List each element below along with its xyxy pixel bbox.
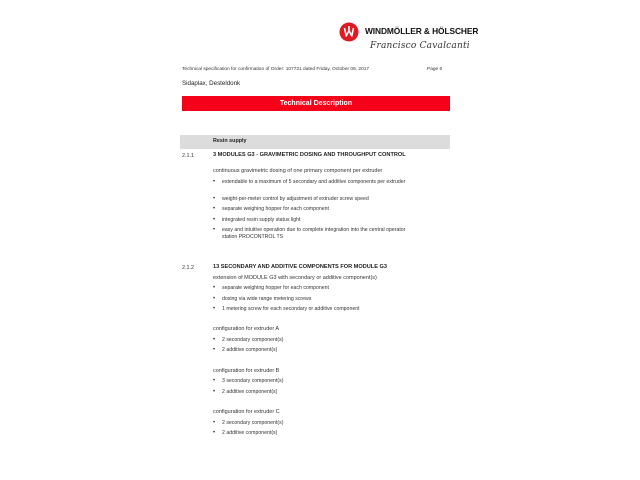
brand-name: WINDMÖLLER & HÖLSCHER: [365, 26, 479, 36]
customer-name: Sidaplax, Desteldonk: [182, 80, 241, 87]
list-item: • weight-per-meter control by adjustment of extruder screw speed: [222, 196, 414, 203]
list-item: • separate weighing hopper for each component: [222, 285, 414, 292]
item-number: 2.1.1: [182, 153, 194, 159]
wh-logo-icon: [339, 22, 359, 42]
item-heading: 3 MODULES G3 - GRAVIMETRIC DOSING AND THROUGHPUT CONTROL: [213, 152, 406, 158]
list-item: • 1 metering screw for each secondary or additive component: [222, 306, 414, 313]
page-title-banner: Technical Description: [182, 96, 450, 111]
list-item: • separate weighing hopper for each component: [222, 206, 414, 213]
item-heading: 13 SECONDARY AND ADDITIVE COMPONENTS FOR MODULE G3: [213, 264, 387, 270]
spec-line: Technical specification for confirmation of Order: 107721 dated Friday, October 06, 2017: [182, 67, 370, 72]
list-item: • dosing via wide range metering screws: [222, 296, 414, 303]
page-number: Page 6: [427, 67, 443, 72]
list-item: • 2 secondary component(s): [222, 337, 414, 344]
config-title: configuration for extruder A: [213, 326, 280, 332]
item-intro: extension of MODULE G3 with secondary or additive component(s): [213, 275, 377, 281]
list-item: • 3 secondary component(s): [222, 378, 414, 385]
config-title: configuration for extruder C: [213, 409, 280, 415]
representative-signature: Francisco Cavalcanti: [370, 41, 470, 51]
list-item: • 2 additive component(s): [222, 389, 414, 396]
section-label: Resin supply: [213, 138, 247, 144]
list-item: • 2 secondary component(s): [222, 420, 414, 427]
list-item: • easy and intuitive operation due to complete integration into the central operator station PROCONTROL TS: [222, 227, 414, 241]
list-item: • integrated resin supply status light: [222, 217, 414, 224]
list-item: • 2 additive component(s): [222, 347, 414, 354]
item-number: 2.1.2: [182, 265, 194, 271]
item-intro: continuous gravimetric dosing of one primary component per extruder: [213, 168, 383, 174]
config-title: configuration for extruder B: [213, 368, 280, 374]
list-item: • extendable to a maximum of 5 secondary and additive components per extruder: [222, 179, 414, 186]
list-item: • 2 additive component(s): [222, 430, 414, 437]
